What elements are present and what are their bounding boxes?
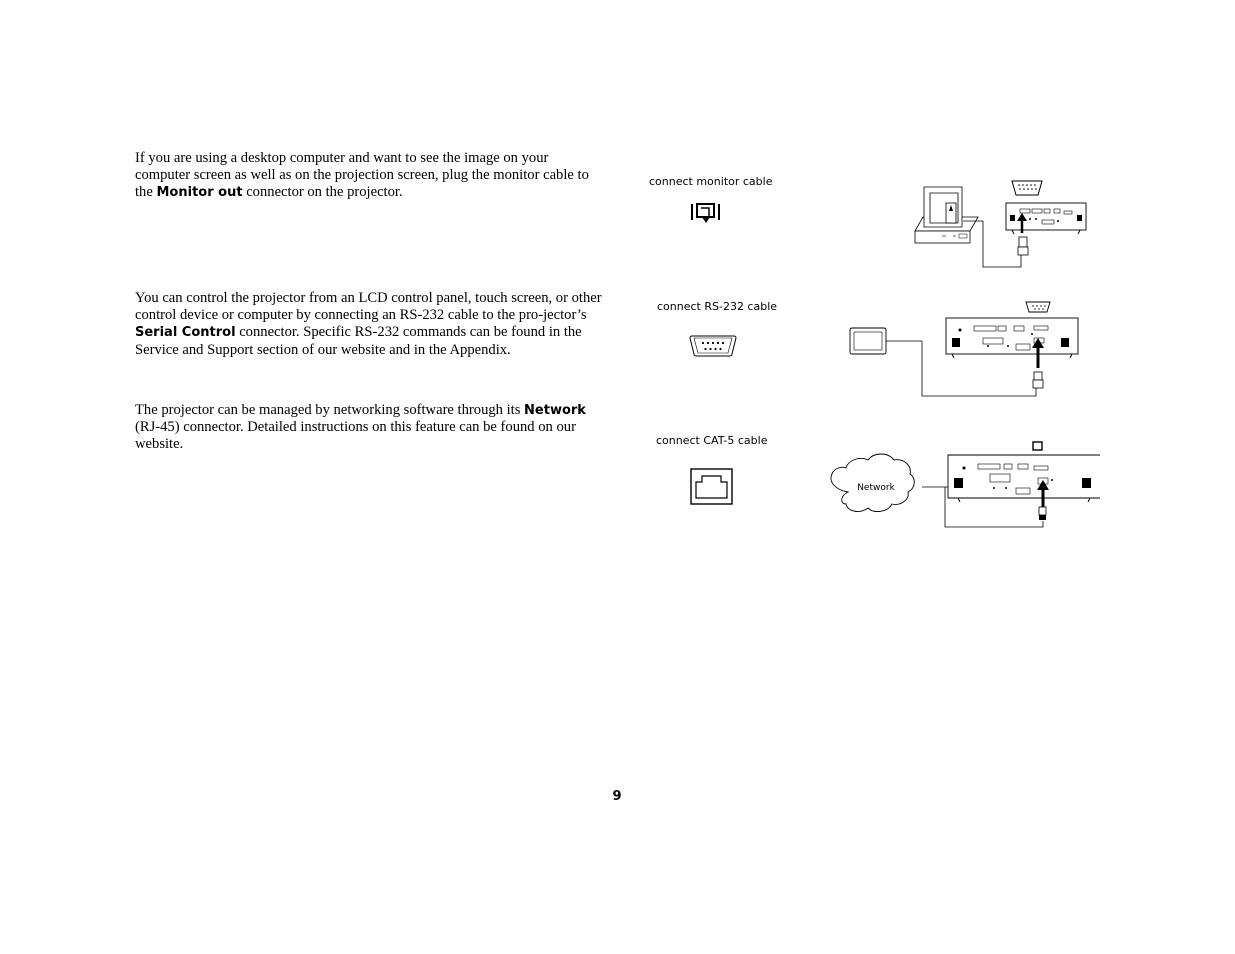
projector-back-icon xyxy=(1006,203,1086,234)
monitor-out-text: If you are using a desktop computer and want to see the image on your computer screen as well as on the projection screen, plug the monitor cable to the xyxy=(135,150,589,201)
monitor-out-text-end: connector on the projector. xyxy=(242,184,403,201)
serial-control-paragraph xyxy=(135,290,605,359)
desktop-computer-icon xyxy=(915,187,978,243)
network-text: The projector can be managed by networking software through its xyxy=(135,402,525,418)
network-connection-diagram xyxy=(828,440,1103,532)
caption-rs232-cable: connect RS-232 cable xyxy=(657,300,778,313)
serial-control-term: Serial Control xyxy=(135,325,236,341)
network-label: Network xyxy=(857,483,895,493)
monitor-out-icon xyxy=(690,200,722,228)
rs232-connection-diagram xyxy=(848,298,1083,400)
network-text-end: (RJ-45) connector. Detailed instructions on this feature can be found on our website. xyxy=(135,419,576,453)
monitor-connection-diagram xyxy=(912,175,1092,270)
caption-cat5-cable: connect CAT-5 cable xyxy=(656,434,768,447)
network-term: Network xyxy=(524,403,586,418)
rj45-port-icon xyxy=(690,468,734,506)
projector-back-icon xyxy=(946,318,1078,358)
control-panel-icon xyxy=(850,328,886,354)
rs232-port-icon xyxy=(689,333,737,359)
caption-monitor-cable: connect monitor cable xyxy=(649,175,773,188)
projector-back-icon xyxy=(948,455,1100,502)
serial-control-text: You can control the projector from an LCD control panel, touch screen, or other control device or computer by connecting an RS-232 cable to the pro-jector’s xyxy=(135,290,602,324)
network-paragraph xyxy=(135,402,605,454)
page-number: 9 xyxy=(612,789,622,804)
monitor-out-paragraph xyxy=(135,150,605,202)
vga-pins xyxy=(1018,184,1037,190)
monitor-out-term: Monitor out xyxy=(156,185,243,201)
serial-control-text-end: connector. Specific RS-232 commands can be found in the Service and Support section of our website and in the Appendix. xyxy=(135,324,582,358)
